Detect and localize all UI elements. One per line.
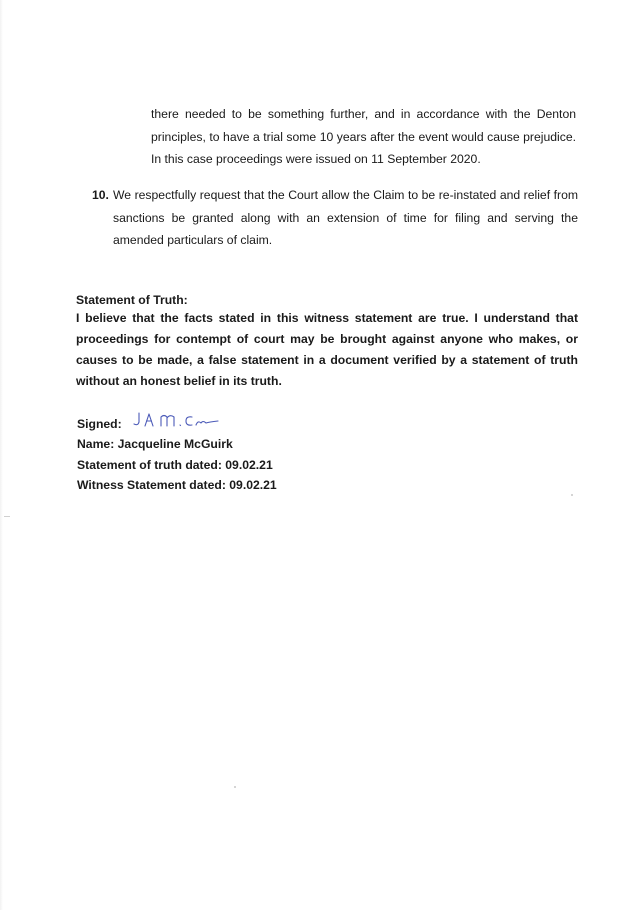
signature-block: [77, 412, 477, 496]
scan-speck: [571, 494, 573, 496]
scan-edge-shadow: [0, 0, 3, 910]
signed-row: [77, 412, 477, 434]
paragraph-text: We respectfully request that the Court allow the Claim to be re-instated and relief from sanctions be granted along with an extension of time for filing and serving the amended particulars of claim.: [113, 188, 578, 247]
statement-of-truth-date: Statement of truth dated: 09.02.21: [77, 457, 273, 472]
paragraph-10: [92, 184, 578, 252]
paragraph-9-continuation: there needed to be something further, and in accordance with the Denton principles, to have a trial some 10 years after the event would cause prejudice. In this case proceedings were issued on 11 September 2020.: [151, 107, 576, 166]
statement-of-truth-body: I believe that the facts stated in this witness statement are true. I understand that proceedings for contempt of court may be brought against anyone who makes, or causes to be made, a false statement in a document verified by a statement of truth without an honest belief in its truth.: [76, 311, 578, 388]
handwritten-signature: [130, 409, 226, 436]
margin-mark: [4, 516, 10, 517]
signed-label: Signed:: [77, 416, 122, 431]
name-line: Name: Jacqueline McGuirk: [77, 437, 233, 451]
scan-speck: [234, 786, 236, 788]
witness-statement-date: Witness Statement dated: 09.02.21: [77, 478, 277, 492]
statement-of-truth-heading: Statement of Truth:: [76, 293, 188, 307]
paragraph-number: 10.: [92, 188, 109, 202]
